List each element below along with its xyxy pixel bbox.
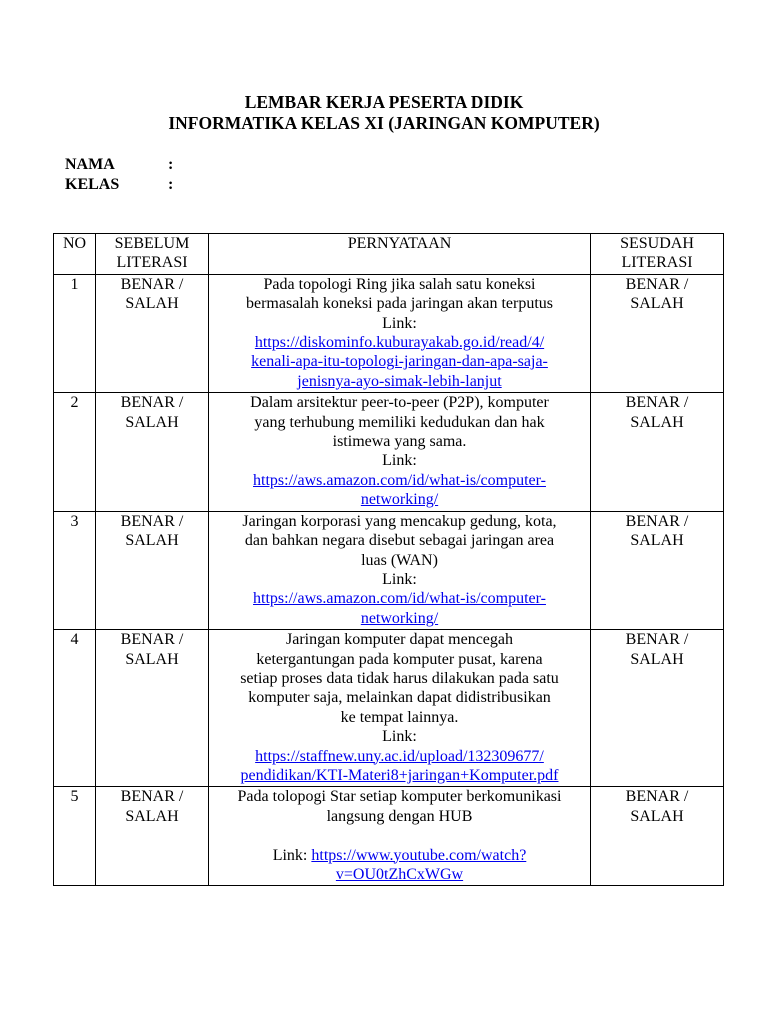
column-header-statement: PERNYATAAN [209,234,591,275]
class-field [65,175,173,194]
statement-cell [209,393,591,511]
statement-text: istimewa yang sama. [332,433,467,451]
answer-before-literacy: BENAR / SALAH [96,787,209,886]
answer-after-literacy: BENAR / SALAH [591,274,724,392]
name-field [65,155,173,174]
answer-before-literacy: BENAR / SALAH [96,630,209,787]
statement-text: setiap proses data tidak harus dilakukan pada satu [240,669,559,687]
reference-link[interactable]: https://www.youtube.com/watch? v=OU0tZhCxWGw [311,846,527,883]
reference-link[interactable]: https://staffnew.uny.ac.id/upload/132309677/ pendidikan/KTI-Materi8+jaringan+Komputer.pdf [240,747,559,784]
statement-cell [209,274,591,392]
row-number: 5 [54,787,96,886]
statement-cell [209,787,591,886]
worksheet-title: LEMBAR KERJA PESERTA DIDIK [244,92,524,112]
statement-text: Dalam arsitektur peer-to-peer (P2P), komputer [250,394,549,412]
reference-link[interactable]: https://diskominfo.kuburayakab.go.id/read/4/ kenali-apa-itu-topologi-jaringan-dan-apa-saja- jenisnya-ayo-simak-lebih-lanjut [251,334,548,390]
statement-text: Pada topologi Ring jika salah satu koneksi [263,275,536,293]
statement-text: luas (WAN) [361,551,438,569]
answer-after-literacy: BENAR / SALAH [591,393,724,511]
link-label: Link: [382,314,417,332]
link-label: Link: [272,846,308,864]
answer-after-literacy: BENAR / SALAH [591,630,724,787]
answer-before-literacy: BENAR / SALAH [96,511,209,629]
table-row [54,511,724,629]
row-number: 3 [54,511,96,629]
answer-before-literacy: BENAR / SALAH [96,274,209,392]
link-label: Link: [382,728,417,746]
table-row [54,630,724,787]
statement-text: Pada tolopogi Star setiap komputer berkomunikasi [237,788,562,806]
reference-link[interactable]: https://aws.amazon.com/id/what-is/computer- networking/ [253,590,546,627]
table-row [54,393,724,511]
link-label: Link: [382,452,417,470]
column-header-after-literacy: SESUDAH LITERASI [591,234,724,275]
worksheet-subtitle: INFORMATIKA KELAS XI (JARINGAN KOMPUTER) [168,113,600,133]
answer-after-literacy: BENAR / SALAH [591,787,724,886]
statement-text: ketergantungan pada komputer pusat, karena [256,650,543,668]
statement-table [53,233,724,886]
column-header-before-literacy: SEBELUM LITERASI [96,234,209,275]
statement-text: ke tempat lainnya. [340,708,459,726]
row-number: 2 [54,393,96,511]
column-header-no: NO [54,234,96,275]
answer-after-literacy: BENAR / SALAH [591,511,724,629]
row-number: 4 [54,630,96,787]
statement-text: langsung dengan HUB [326,807,473,825]
reference-link[interactable]: https://aws.amazon.com/id/what-is/computer- networking/ [253,471,546,509]
class-separator: : [168,176,174,193]
table-row [54,787,724,886]
table-row [54,274,724,392]
statement-text: yang terhubung memiliki kedudukan dan hak [254,413,545,431]
name-separator: : [168,156,174,173]
class-label: KELAS [65,176,120,193]
statement-text: dan bahkan negara disebut sebagai jaringan area [244,532,555,550]
statement-text: komputer saja, melainkan dapat didistribusikan [248,689,551,707]
statement-text: Jaringan korporasi yang mencakup gedung, kota, [242,512,557,530]
name-label: NAMA [65,156,115,173]
statement-text: Jaringan komputer dapat mencegah [285,631,514,649]
statement-cell [209,630,591,787]
row-number: 1 [54,274,96,392]
link-label: Link: [382,570,417,588]
statement-cell [209,511,591,629]
table-body [54,274,724,886]
statement-text: bermasalah koneksi pada jaringan akan terputus [246,295,553,313]
table-header-row [54,234,724,275]
answer-before-literacy: BENAR / SALAH [96,393,209,511]
